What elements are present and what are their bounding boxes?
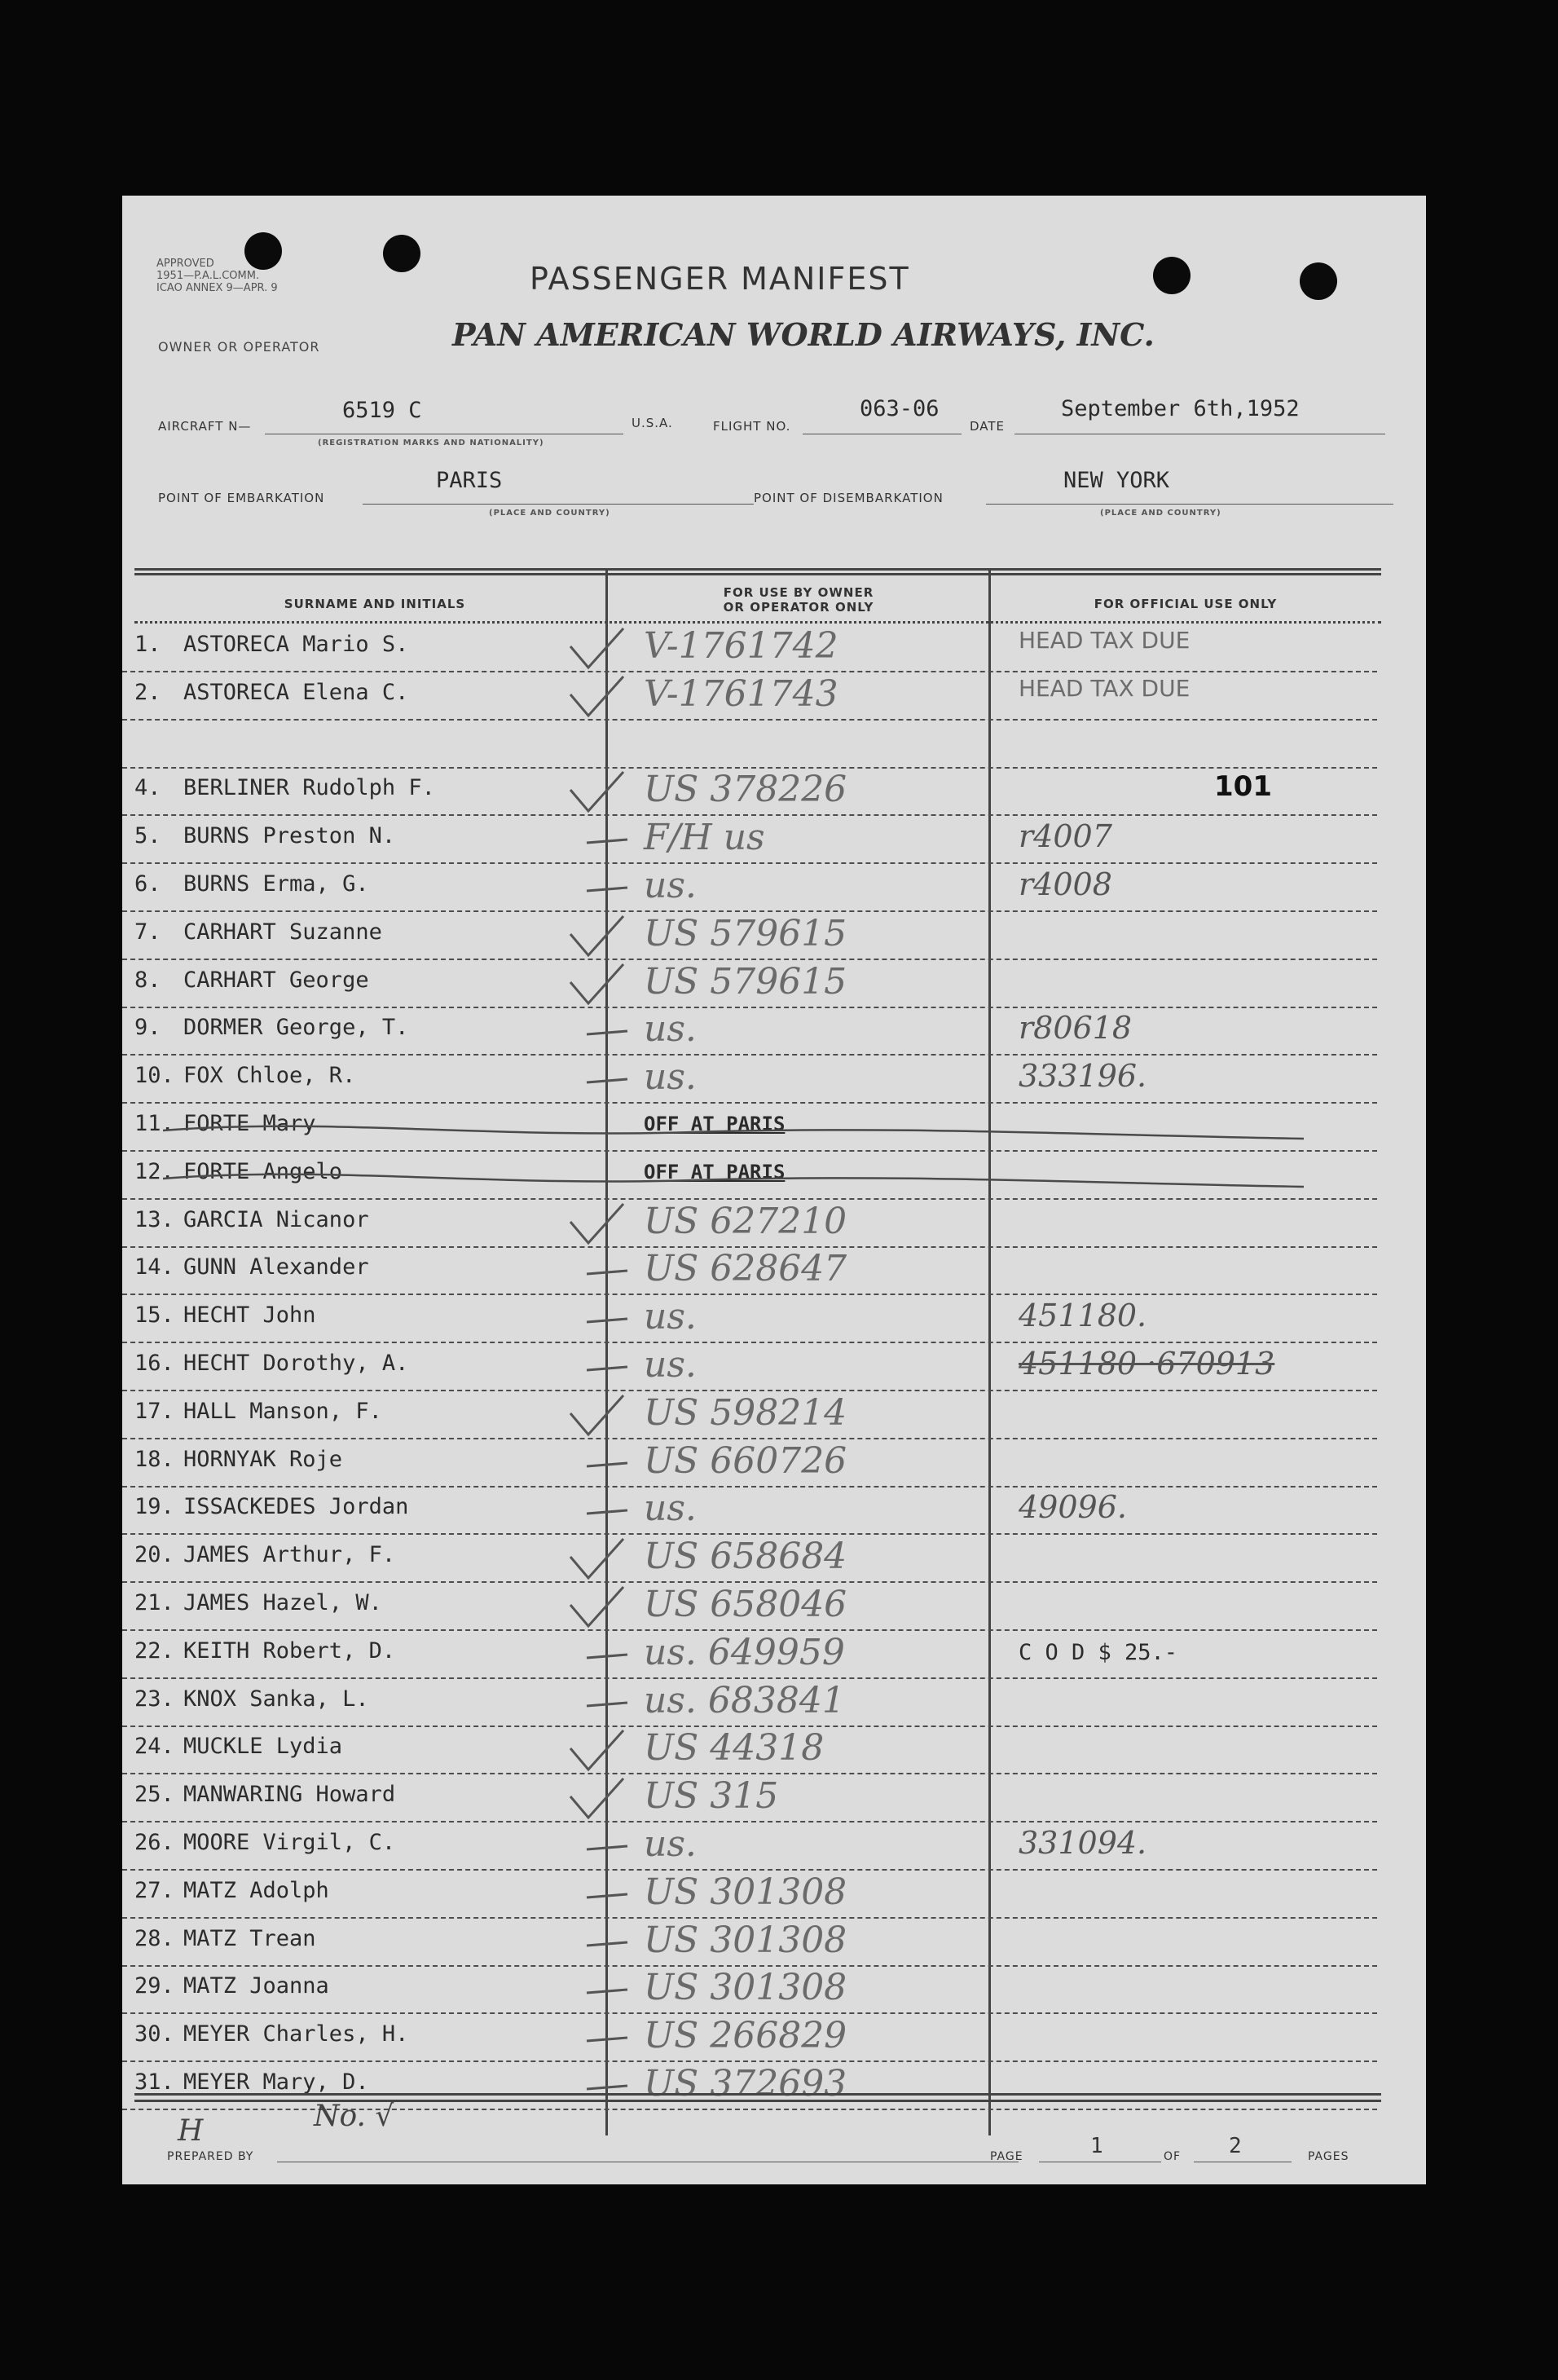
official-use-entry: 49096. — [1019, 1489, 1127, 1526]
row-rule — [122, 2109, 1377, 2110]
table-row — [122, 1534, 1426, 1582]
operator-use-entry: us. — [644, 1488, 697, 1530]
row-number: 25. — [134, 1782, 174, 1808]
passenger-name-text: GUNN Alexander — [183, 1254, 369, 1280]
flight-label: FLIGHT NO. — [713, 419, 791, 434]
official-use-entry: 451180 ·670913 — [1019, 1346, 1275, 1382]
page-total: 2 — [1229, 2134, 1242, 2158]
table-row — [122, 1965, 1426, 2013]
table-row — [122, 1918, 1426, 1966]
checkmark-icon — [546, 1199, 636, 1247]
row-number: 1. — [134, 632, 161, 657]
official-use-entry: 101 — [1214, 770, 1272, 804]
official-use-entry: HEAD TAX DUE — [1019, 627, 1191, 654]
passenger-name — [134, 823, 395, 848]
table-row — [122, 1870, 1426, 1918]
passenger-name — [134, 728, 183, 753]
passenger-name — [134, 1063, 355, 1088]
operator-use-entry: US 627210 — [644, 1200, 847, 1242]
operator-use-entry: us. 649959 — [644, 1631, 845, 1673]
table-row — [122, 1774, 1426, 1822]
passenger-name-text: ISSACKEDES Jordan — [183, 1494, 409, 1520]
passenger-name-text: ASTORECA Mario S. — [183, 632, 409, 657]
table-row — [122, 767, 1426, 815]
passenger-name — [134, 1830, 395, 1855]
row-number: 19. — [134, 1494, 174, 1520]
passenger-name-text: MATZ Trean — [183, 1925, 316, 1951]
row-number: 14. — [134, 1254, 174, 1280]
owner-operator-label: OWNER OR OPERATOR — [158, 339, 320, 355]
row-number: 10. — [134, 1063, 174, 1089]
row-number: 26. — [134, 1830, 174, 1855]
operator-use-entry: us. — [644, 865, 697, 906]
passenger-name — [134, 1302, 316, 1328]
passenger-name-text: HALL Manson, F. — [183, 1398, 382, 1424]
table-row — [122, 624, 1426, 672]
table-row — [122, 1151, 1426, 1199]
row-number: 28. — [134, 1925, 174, 1951]
date-label: DATE — [970, 419, 1006, 434]
row-number: 6. — [134, 871, 161, 897]
passenger-name-text: GARCIA Nicanor — [183, 1206, 369, 1232]
preparer-initials: H — [178, 2114, 204, 2148]
operator-use-entry: US 44318 — [644, 1727, 825, 1770]
passenger-name — [134, 1207, 369, 1232]
operator-use-entry: US 579615 — [644, 960, 847, 1003]
checkmark-icon — [546, 1391, 636, 1439]
passenger-name — [134, 1351, 408, 1376]
passenger-name-text: BURNS Erma, G. — [183, 871, 369, 897]
passenger-name-text: CARHART George — [183, 967, 369, 993]
table-row — [122, 1055, 1426, 1103]
official-use-entry: r80618 — [1019, 1010, 1133, 1047]
passenger-name — [134, 919, 382, 945]
checkmark-icon — [546, 959, 636, 1007]
table-row — [122, 959, 1426, 1007]
passenger-name — [134, 1973, 329, 1999]
row-number: 31. — [134, 2069, 174, 2095]
row-number: 23. — [134, 1686, 174, 1712]
table-row — [122, 1630, 1426, 1678]
checkmark-icon — [546, 767, 636, 815]
operator-use-entry: US 658046 — [644, 1584, 847, 1625]
disembarkation-label: POINT OF DISEMBARKATION — [754, 491, 944, 505]
operator-use-entry: US 372693 — [644, 2063, 847, 2105]
embarkation-underline — [363, 504, 754, 505]
dash-mark-icon — [546, 1439, 636, 1487]
passenger-name-text: JAMES Arthur, F. — [183, 1542, 396, 1568]
operator-use-entry: us. — [644, 1056, 697, 1099]
operator-use-entry: US 266829 — [644, 2015, 847, 2057]
row-number: 30. — [134, 2021, 174, 2047]
passenger-name — [134, 1878, 329, 1903]
dash-mark-icon — [546, 2013, 636, 2061]
operator-use-entry: us. — [644, 1344, 697, 1386]
passenger-name — [134, 1782, 395, 1807]
passenger-name-text: CARHART Suzanne — [183, 919, 382, 945]
official-use-entry: r4008 — [1019, 866, 1112, 902]
table-row — [122, 1199, 1426, 1247]
passenger-name — [134, 680, 408, 705]
table-row — [122, 1007, 1426, 1055]
punch-hole-2 — [383, 235, 420, 272]
dash-mark-icon — [546, 1007, 636, 1055]
operator-use-entry: US 301308 — [644, 1967, 847, 2009]
official-use-entry: r4007 — [1019, 818, 1112, 855]
checkmark-icon — [546, 1534, 636, 1582]
table-top-rule-2 — [134, 573, 1381, 575]
passenger-name-text: MOORE Virgil, C. — [183, 1830, 396, 1855]
official-use-entry: 331094. — [1019, 1825, 1147, 1861]
table-row — [122, 1294, 1426, 1342]
operator-use-entry: OFF AT PARIS — [644, 1160, 786, 1183]
row-number: 7. — [134, 919, 161, 945]
operator-use-entry: OFF AT PARIS — [644, 1113, 786, 1135]
checkmark-icon — [546, 1582, 636, 1630]
passenger-name — [134, 1494, 408, 1519]
disembarkation-underline — [986, 504, 1393, 505]
passenger-name-text: MATZ Joanna — [183, 1973, 329, 1999]
row-number: 27. — [134, 1877, 174, 1903]
operator-use-entry: V-1761743 — [644, 672, 838, 715]
official-use-entry: 333196. — [1019, 1058, 1147, 1095]
passenger-name — [134, 871, 369, 897]
passenger-name-text: KEITH Robert, D. — [183, 1637, 396, 1664]
prepared-by-label: PREPARED BY — [167, 2150, 254, 2163]
table-row — [122, 1439, 1426, 1487]
table-row — [122, 1342, 1426, 1391]
table-row — [122, 1822, 1426, 1870]
aircraft-label: AIRCRAFT N— — [158, 419, 252, 434]
table-row — [122, 672, 1426, 720]
passenger-name — [134, 775, 435, 800]
checkmark-icon — [546, 911, 636, 959]
operator-use-entry: US 660726 — [644, 1439, 847, 1482]
checkmark-icon — [546, 672, 636, 720]
passenger-name — [134, 1399, 382, 1424]
row-number: 17. — [134, 1398, 174, 1424]
row-number: 13. — [134, 1206, 174, 1232]
table-row — [122, 1103, 1426, 1151]
row-number: 22. — [134, 1637, 174, 1664]
aircraft-sublabel: (REGISTRATION MARKS AND NATIONALITY) — [318, 439, 544, 447]
airline-name: PAN AMERICAN WORLD AIRWAYS, INC. — [452, 316, 1155, 353]
operator-use-entry: US 315 — [644, 1775, 779, 1818]
official-use-entry: HEAD TAX DUE — [1019, 674, 1191, 702]
table-row — [122, 863, 1426, 911]
passenger-name-text: HECHT John — [183, 1302, 316, 1329]
row-number: 20. — [134, 1542, 174, 1568]
operator-use-entry: us. — [644, 1008, 697, 1051]
dash-mark-icon — [546, 1486, 636, 1534]
dash-mark-icon — [546, 1965, 636, 2013]
operator-use-entry: US 628647 — [644, 1248, 847, 1290]
dash-mark-icon — [546, 1822, 636, 1870]
passenger-name-text: BERLINER Rudolph F. — [183, 775, 435, 801]
passenger-name-text: BURNS Preston N. — [183, 823, 396, 849]
row-number: 5. — [134, 823, 161, 849]
passenger-name-text: MANWARING Howard — [183, 1782, 396, 1808]
passenger-name-text: HECHT Dorothy, A. — [183, 1351, 409, 1376]
row-number: 2. — [134, 679, 161, 705]
passenger-name — [134, 2069, 369, 2095]
approval-note: APPROVED 1951—P.A.L.COMM. ICAO ANNEX 9—APR. 9 — [156, 258, 278, 294]
passenger-name — [134, 1734, 342, 1759]
row-number: 24. — [134, 1734, 174, 1760]
passenger-name — [134, 1590, 382, 1615]
flight-value: 063-06 — [860, 396, 940, 421]
passenger-name-text: DORMER George, T. — [183, 1015, 409, 1041]
row-number: 9. — [134, 1015, 161, 1041]
table-row — [122, 720, 1426, 768]
passenger-name-text: FORTE Angelo — [183, 1158, 343, 1184]
page-label: PAGE — [990, 2150, 1023, 2163]
aircraft-value: 6519 C — [342, 398, 422, 423]
embarkation-sublabel: (PLACE AND COUNTRY) — [489, 509, 610, 518]
operator-use-entry: US 301308 — [644, 1919, 847, 1961]
passenger-name — [134, 1447, 342, 1472]
pages-label: PAGES — [1308, 2150, 1349, 2163]
table-row — [122, 1582, 1426, 1630]
operator-use-entry: US 598214 — [644, 1391, 847, 1434]
passenger-name — [134, 1638, 395, 1664]
operator-use-entry: F/H us — [644, 817, 765, 859]
dash-mark-icon — [546, 1918, 636, 1966]
dash-mark-icon — [546, 1055, 636, 1103]
strike-through-line — [122, 1103, 1393, 1151]
strike-through-line — [122, 1151, 1393, 1199]
dash-mark-icon — [546, 1342, 636, 1391]
table-row — [122, 1726, 1426, 1774]
passenger-name-text: JAMES Hazel, W. — [183, 1590, 382, 1615]
table-row — [122, 815, 1426, 863]
column-header-owner-use: FOR USE BY OWNER OR OPERATOR ONLY — [723, 585, 874, 615]
passenger-name-text: HORNYAK Roje — [183, 1446, 343, 1472]
passenger-name-text: ASTORECA Elena C. — [183, 679, 409, 705]
table-row — [122, 1391, 1426, 1439]
row-number: 18. — [134, 1446, 174, 1472]
row-number: 21. — [134, 1590, 174, 1615]
official-use-entry: C O D $ 25.- — [1019, 1639, 1178, 1665]
table-row — [122, 2013, 1426, 2061]
column-header-official-use: FOR OFFICIAL USE ONLY — [1094, 597, 1278, 611]
dash-mark-icon — [546, 2061, 636, 2109]
disembarkation-sublabel: (PLACE AND COUNTRY) — [1100, 509, 1221, 518]
dash-mark-icon — [546, 815, 636, 863]
punch-hole-4 — [1300, 262, 1337, 300]
passenger-name-text: MATZ Adolph — [183, 1877, 329, 1903]
passenger-name-text: MUCKLE Lydia — [183, 1734, 343, 1760]
operator-use-entry: US 579615 — [644, 912, 847, 954]
table-top-rule — [134, 568, 1381, 571]
passenger-name — [134, 632, 408, 657]
passenger-name — [134, 1015, 408, 1040]
row-number: 12. — [134, 1158, 174, 1184]
official-use-entry: 451180. — [1019, 1298, 1147, 1334]
passenger-name-text: MEYER Mary, D. — [183, 2069, 369, 2095]
dash-mark-icon — [546, 1870, 636, 1918]
table-row — [122, 911, 1426, 959]
row-number: 4. — [134, 775, 161, 801]
row-number: 16. — [134, 1351, 174, 1376]
passenger-name — [134, 1254, 369, 1280]
embarkation-value: PARIS — [436, 468, 503, 493]
column-header-surname: SURNAME AND INITIALS — [284, 597, 466, 611]
passenger-name — [134, 967, 369, 993]
passenger-name — [134, 1686, 369, 1712]
dash-mark-icon — [546, 1294, 636, 1342]
checkmark-icon — [546, 1726, 636, 1774]
usa-label: U.S.A. — [632, 416, 673, 430]
passenger-name-text: KNOX Sanka, L. — [183, 1686, 369, 1712]
manifest-page — [122, 196, 1426, 2184]
row-number: 15. — [134, 1302, 174, 1329]
preparer-scribble: No. √ — [314, 2100, 394, 2133]
operator-use-entry: US 301308 — [644, 1871, 847, 1913]
operator-use-entry: us. — [644, 1296, 697, 1338]
row-number: 11. — [134, 1111, 174, 1136]
row-number: 8. — [134, 967, 161, 993]
dash-mark-icon — [546, 1678, 636, 1726]
table-row — [122, 1246, 1426, 1294]
dash-mark-icon — [546, 863, 636, 911]
passenger-name — [134, 1926, 316, 1951]
of-label: OF — [1164, 2150, 1182, 2163]
punch-hole-3 — [1153, 257, 1191, 294]
passenger-name-text: MEYER Charles, H. — [183, 2021, 409, 2047]
page-number: 1 — [1090, 2134, 1103, 2158]
dash-mark-icon — [546, 1630, 636, 1678]
row-number: 29. — [134, 1973, 174, 1999]
passenger-name-text: FOX Chloe, R. — [183, 1063, 356, 1089]
operator-use-entry: US 378226 — [644, 769, 847, 811]
embarkation-label: POINT OF EMBARKATION — [158, 491, 325, 505]
operator-use-entry: us. 683841 — [644, 1679, 845, 1721]
passenger-name-text: FORTE Mary — [183, 1111, 316, 1136]
operator-use-entry: us. — [644, 1823, 697, 1865]
operator-use-entry: US 658684 — [644, 1536, 847, 1578]
checkmark-icon — [546, 624, 636, 672]
table-row — [122, 1678, 1426, 1726]
table-row — [122, 1486, 1426, 1534]
dash-mark-icon — [546, 1246, 636, 1294]
passenger-name — [134, 1542, 395, 1567]
checkmark-icon — [546, 1774, 636, 1822]
operator-use-entry: V-1761742 — [644, 625, 838, 667]
disembarkation-value: NEW YORK — [1063, 468, 1170, 493]
date-value: September 6th,1952 — [1061, 396, 1300, 421]
page-title: PASSENGER MANIFEST — [530, 261, 910, 297]
passenger-name — [134, 2021, 408, 2047]
table-bottom-rule — [134, 2093, 1381, 2096]
